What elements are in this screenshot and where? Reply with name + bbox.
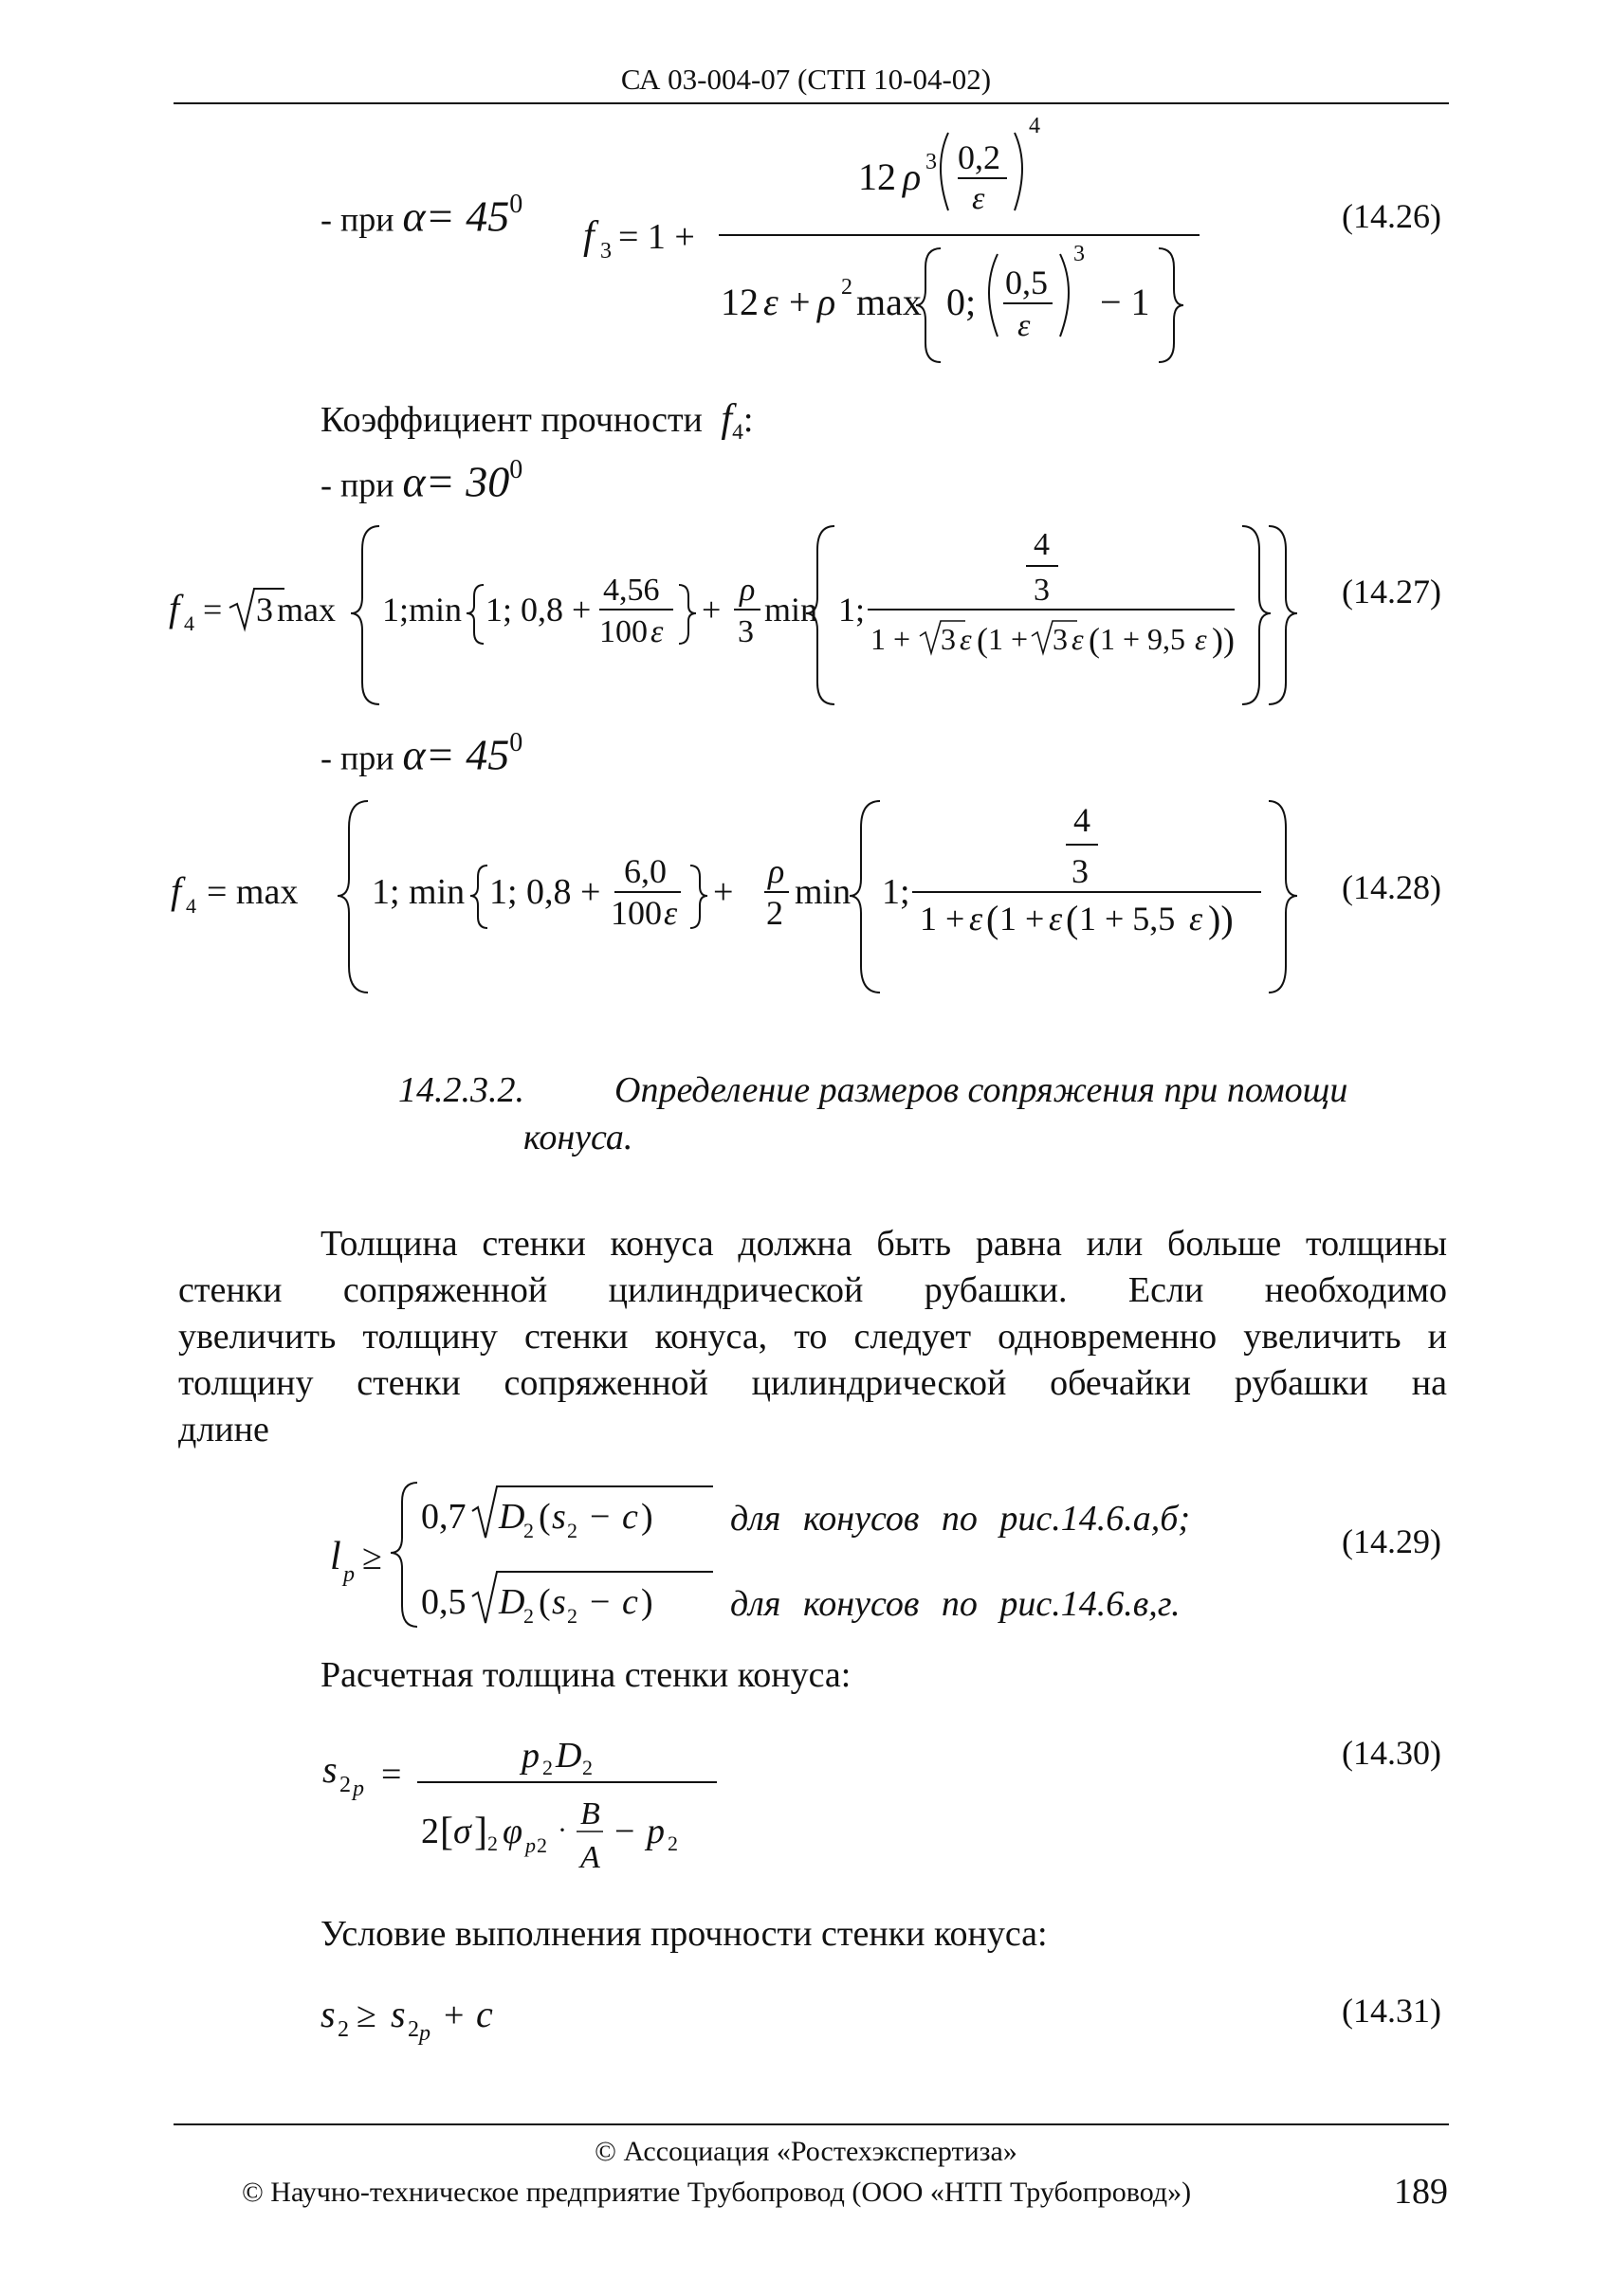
condition-prefix: - при — [321, 200, 394, 239]
alpha-value: α= 45 — [402, 730, 510, 779]
svg-text:4: 4 — [184, 611, 194, 635]
svg-text:ε: ε — [1017, 308, 1031, 343]
svg-text:2: 2 — [523, 1604, 534, 1628]
alpha-degree: 0 — [509, 455, 523, 484]
svg-text:0;: 0; — [946, 281, 977, 323]
svg-text:1 +: 1 + — [920, 900, 965, 938]
svg-text:+: + — [713, 872, 734, 912]
svg-text:(: ( — [1089, 621, 1100, 659]
svg-text:ε: ε — [972, 181, 985, 216]
svg-text:2: 2 — [567, 1604, 577, 1628]
svg-text:(: ( — [539, 1497, 551, 1537]
svg-text:100: 100 — [599, 614, 648, 649]
svg-text:−: − — [614, 1812, 635, 1851]
svg-text:A: A — [580, 1840, 600, 1875]
svg-text:s: s — [391, 1993, 406, 2035]
f4-heading-text: Коэффициент прочности — [321, 400, 703, 440]
svg-text:D: D — [499, 1497, 525, 1537]
svg-text:0,5: 0,5 — [1005, 264, 1048, 301]
svg-text:2: 2 — [421, 1812, 439, 1851]
alpha-degree: 0 — [509, 190, 523, 219]
svg-text:p: p — [419, 2021, 430, 2046]
f4-heading — [321, 396, 753, 446]
svg-text:2: 2 — [567, 1519, 577, 1542]
eq-14-26-formula — [569, 104, 1233, 379]
paragraph-line: Толщина стенки конуса должна быть равна или больше толщины — [321, 1224, 1447, 1264]
svg-text:1; min: 1; min — [372, 872, 466, 912]
svg-text:−: − — [590, 1582, 611, 1622]
svg-text:= max: = max — [207, 872, 299, 912]
svg-text:2: 2 — [339, 1773, 351, 1797]
paragraph-line: увеличить толщину стенки конуса, то следует одновременно увеличить и — [178, 1317, 1447, 1357]
svg-text:ρ: ρ — [903, 155, 922, 198]
svg-text:4: 4 — [186, 894, 196, 918]
svg-text:3: 3 — [1072, 852, 1089, 890]
svg-text:4: 4 — [1073, 801, 1090, 839]
eq-14-30-formula — [313, 1725, 749, 1896]
svg-text:)): )) — [1208, 898, 1234, 940]
svg-text:s: s — [552, 1582, 566, 1622]
svg-text:): ) — [641, 1582, 653, 1622]
svg-text:1 +: 1 + — [988, 622, 1029, 656]
svg-text:2: 2 — [537, 1833, 547, 1857]
svg-text:1 + 5,5: 1 + 5,5 — [1079, 900, 1176, 938]
svg-text:[: [ — [440, 1811, 453, 1854]
svg-text:p: p — [522, 1736, 540, 1776]
strength-condition-label: Условие выполнения прочности стенки конуса: — [321, 1914, 1048, 1954]
svg-text:3: 3 — [256, 591, 273, 629]
svg-text:=: = — [203, 591, 223, 629]
eq-14-31-formula — [313, 1981, 597, 2048]
svg-text:(: ( — [986, 898, 999, 940]
svg-text:4: 4 — [1034, 527, 1050, 562]
svg-text:max: max — [277, 591, 336, 629]
svg-text:1 + 9,5: 1 + 9,5 — [1100, 622, 1186, 656]
svg-text:·: · — [558, 1814, 567, 1846]
svg-text:D: D — [556, 1736, 582, 1776]
svg-text:c: c — [476, 1993, 493, 2035]
svg-text:ε: ε — [960, 622, 972, 656]
alpha-value: α= 30 — [402, 457, 510, 506]
svg-text:1 +: 1 + — [870, 622, 911, 656]
svg-text:1;: 1; — [882, 872, 910, 912]
svg-text:2: 2 — [542, 1756, 553, 1779]
svg-text:0,7: 0,7 — [421, 1497, 467, 1537]
svg-text:(: ( — [539, 1582, 551, 1622]
eq-14-26-number: (14.26) — [1342, 197, 1441, 235]
section-title-line2: конуса. — [523, 1118, 633, 1157]
svg-text:p: p — [343, 1562, 355, 1587]
eq-14-27-condition — [321, 455, 522, 507]
svg-text:p: p — [525, 1833, 536, 1857]
alpha-value: α= 45 — [402, 191, 510, 241]
svg-text:− 1: − 1 — [1100, 281, 1150, 323]
svg-text:c: c — [622, 1582, 638, 1622]
svg-text:≥: ≥ — [362, 1538, 382, 1577]
svg-text:0,5: 0,5 — [421, 1582, 467, 1622]
svg-text:≥: ≥ — [357, 1995, 376, 2035]
svg-text:1; 0,8 +: 1; 0,8 + — [489, 872, 601, 912]
svg-text:ε: ε — [650, 614, 664, 649]
svg-text:2: 2 — [523, 1519, 534, 1542]
svg-text:s: s — [322, 1748, 338, 1791]
eq-14-28-condition — [321, 728, 522, 780]
svg-text:+: + — [444, 1995, 465, 2035]
footer-rule — [174, 2123, 1449, 2125]
svg-text:100: 100 — [611, 894, 662, 932]
f4-symbol: f — [721, 397, 733, 441]
svg-text:2: 2 — [582, 1756, 593, 1779]
svg-text:f: f — [169, 587, 180, 629]
svg-text:B: B — [580, 1796, 600, 1831]
svg-text:min: min — [795, 872, 852, 912]
svg-text:c: c — [622, 1497, 638, 1537]
svg-text:ε: ε — [1072, 622, 1084, 656]
paragraph-last-line: длине — [178, 1410, 269, 1449]
svg-text:12: 12 — [858, 155, 896, 198]
svg-text:l: l — [330, 1535, 341, 1578]
svg-text:2: 2 — [338, 2017, 349, 2042]
svg-text:max: max — [856, 281, 922, 323]
condition-prefix: - при — [321, 738, 394, 777]
svg-text:4,56: 4,56 — [603, 573, 660, 608]
svg-text:ρ: ρ — [768, 852, 785, 890]
svg-text:2: 2 — [408, 2017, 419, 2042]
svg-text:D: D — [499, 1582, 525, 1622]
paragraph-line: толщину стенки сопряженной цилиндрической обечайки рубашки на — [178, 1363, 1447, 1403]
eq-14-27-number: (14.27) — [1342, 573, 1441, 610]
svg-text:+: + — [789, 281, 811, 323]
f4-colon: : — [742, 400, 754, 440]
eq-14-28-number: (14.28) — [1342, 868, 1441, 906]
svg-text:ε: ε — [1189, 900, 1203, 938]
svg-text:ρ: ρ — [740, 573, 756, 608]
svg-text:1;: 1; — [838, 591, 866, 629]
svg-text:ε: ε — [664, 894, 678, 932]
svg-text:]: ] — [474, 1811, 487, 1854]
section-number: 14.2.3.2. — [398, 1070, 524, 1110]
eq-14-30-number: (14.30) — [1342, 1734, 1441, 1772]
body-paragraph — [178, 1221, 1447, 1453]
page-number: 189 — [1394, 2172, 1448, 2212]
eq-14-27-formula — [161, 517, 1299, 720]
svg-text:(: ( — [1066, 898, 1079, 940]
svg-text:3: 3 — [925, 150, 937, 174]
svg-text:3: 3 — [1073, 242, 1085, 266]
svg-text:3: 3 — [941, 622, 956, 656]
svg-text:σ: σ — [453, 1812, 471, 1851]
svg-text:(: ( — [977, 621, 988, 659]
eq-14-29-case1: для конусов по рис.14.6.а,б; — [730, 1499, 1191, 1539]
svg-text:6,0: 6,0 — [624, 852, 667, 890]
svg-text:s: s — [321, 1993, 336, 2035]
svg-text:3: 3 — [600, 239, 612, 264]
alpha-degree: 0 — [509, 728, 523, 757]
footer-company: © Научно-техническое предприятие Трубопровод (ООО «НТП Трубопровод») — [242, 2177, 1192, 2208]
footer-association: © Ассоциация «Ростехэкспертиза» — [595, 2136, 1017, 2167]
svg-text:f: f — [171, 869, 182, 912]
svg-text:3: 3 — [1034, 573, 1050, 608]
eq-14-28-formula — [161, 792, 1299, 1005]
svg-text:4: 4 — [1029, 114, 1040, 138]
svg-text:2: 2 — [841, 275, 852, 300]
svg-text:2: 2 — [487, 1831, 498, 1855]
svg-text:min: min — [764, 591, 818, 629]
svg-text:3: 3 — [1053, 622, 1068, 656]
paragraph-line: стенки сопряженной цилиндрической рубашки. Если необходимо — [178, 1270, 1447, 1310]
svg-text:p: p — [353, 1777, 364, 1801]
f4-subscript: 4 — [732, 420, 743, 446]
svg-text:2: 2 — [668, 1831, 678, 1855]
svg-text:−: − — [590, 1497, 611, 1537]
section-title-line1: Определение размеров сопряжения при помощи — [614, 1070, 1348, 1110]
eq-14-29-case2: для конусов по рис.14.6.в,г. — [730, 1584, 1181, 1624]
svg-text:3: 3 — [738, 614, 754, 649]
svg-text:= 1 +: = 1 + — [618, 217, 695, 257]
svg-text:12: 12 — [721, 281, 759, 323]
svg-text:ρ: ρ — [817, 281, 836, 323]
svg-text:): ) — [641, 1497, 653, 1537]
condition-prefix: - при — [321, 465, 394, 504]
svg-text:ε: ε — [1195, 622, 1207, 656]
svg-text:1 +: 1 + — [999, 900, 1045, 938]
svg-text:0,2: 0,2 — [958, 138, 1000, 176]
document-header: СА 03-004-07 (СТП 10-04-02) — [620, 63, 992, 96]
calc-thickness-label: Расчетная толщина стенки конуса: — [321, 1655, 852, 1695]
svg-text:ε: ε — [969, 900, 983, 938]
svg-text:1;min: 1;min — [382, 591, 463, 629]
svg-text:1; 0,8 +: 1; 0,8 + — [485, 591, 592, 629]
svg-text:s: s — [552, 1497, 566, 1537]
svg-text:f: f — [583, 214, 595, 258]
eq-14-31-number: (14.31) — [1342, 1992, 1441, 2030]
svg-text:ε: ε — [763, 281, 779, 323]
svg-text:)): )) — [1212, 621, 1235, 659]
svg-text:2: 2 — [766, 894, 783, 932]
svg-text:=: = — [381, 1755, 402, 1795]
svg-text:+: + — [702, 591, 722, 629]
eq-14-26-condition — [321, 190, 522, 242]
svg-text:p: p — [647, 1812, 665, 1851]
svg-text:ε: ε — [1049, 900, 1063, 938]
svg-text:φ: φ — [503, 1812, 523, 1851]
eq-14-29-number: (14.29) — [1342, 1522, 1441, 1560]
